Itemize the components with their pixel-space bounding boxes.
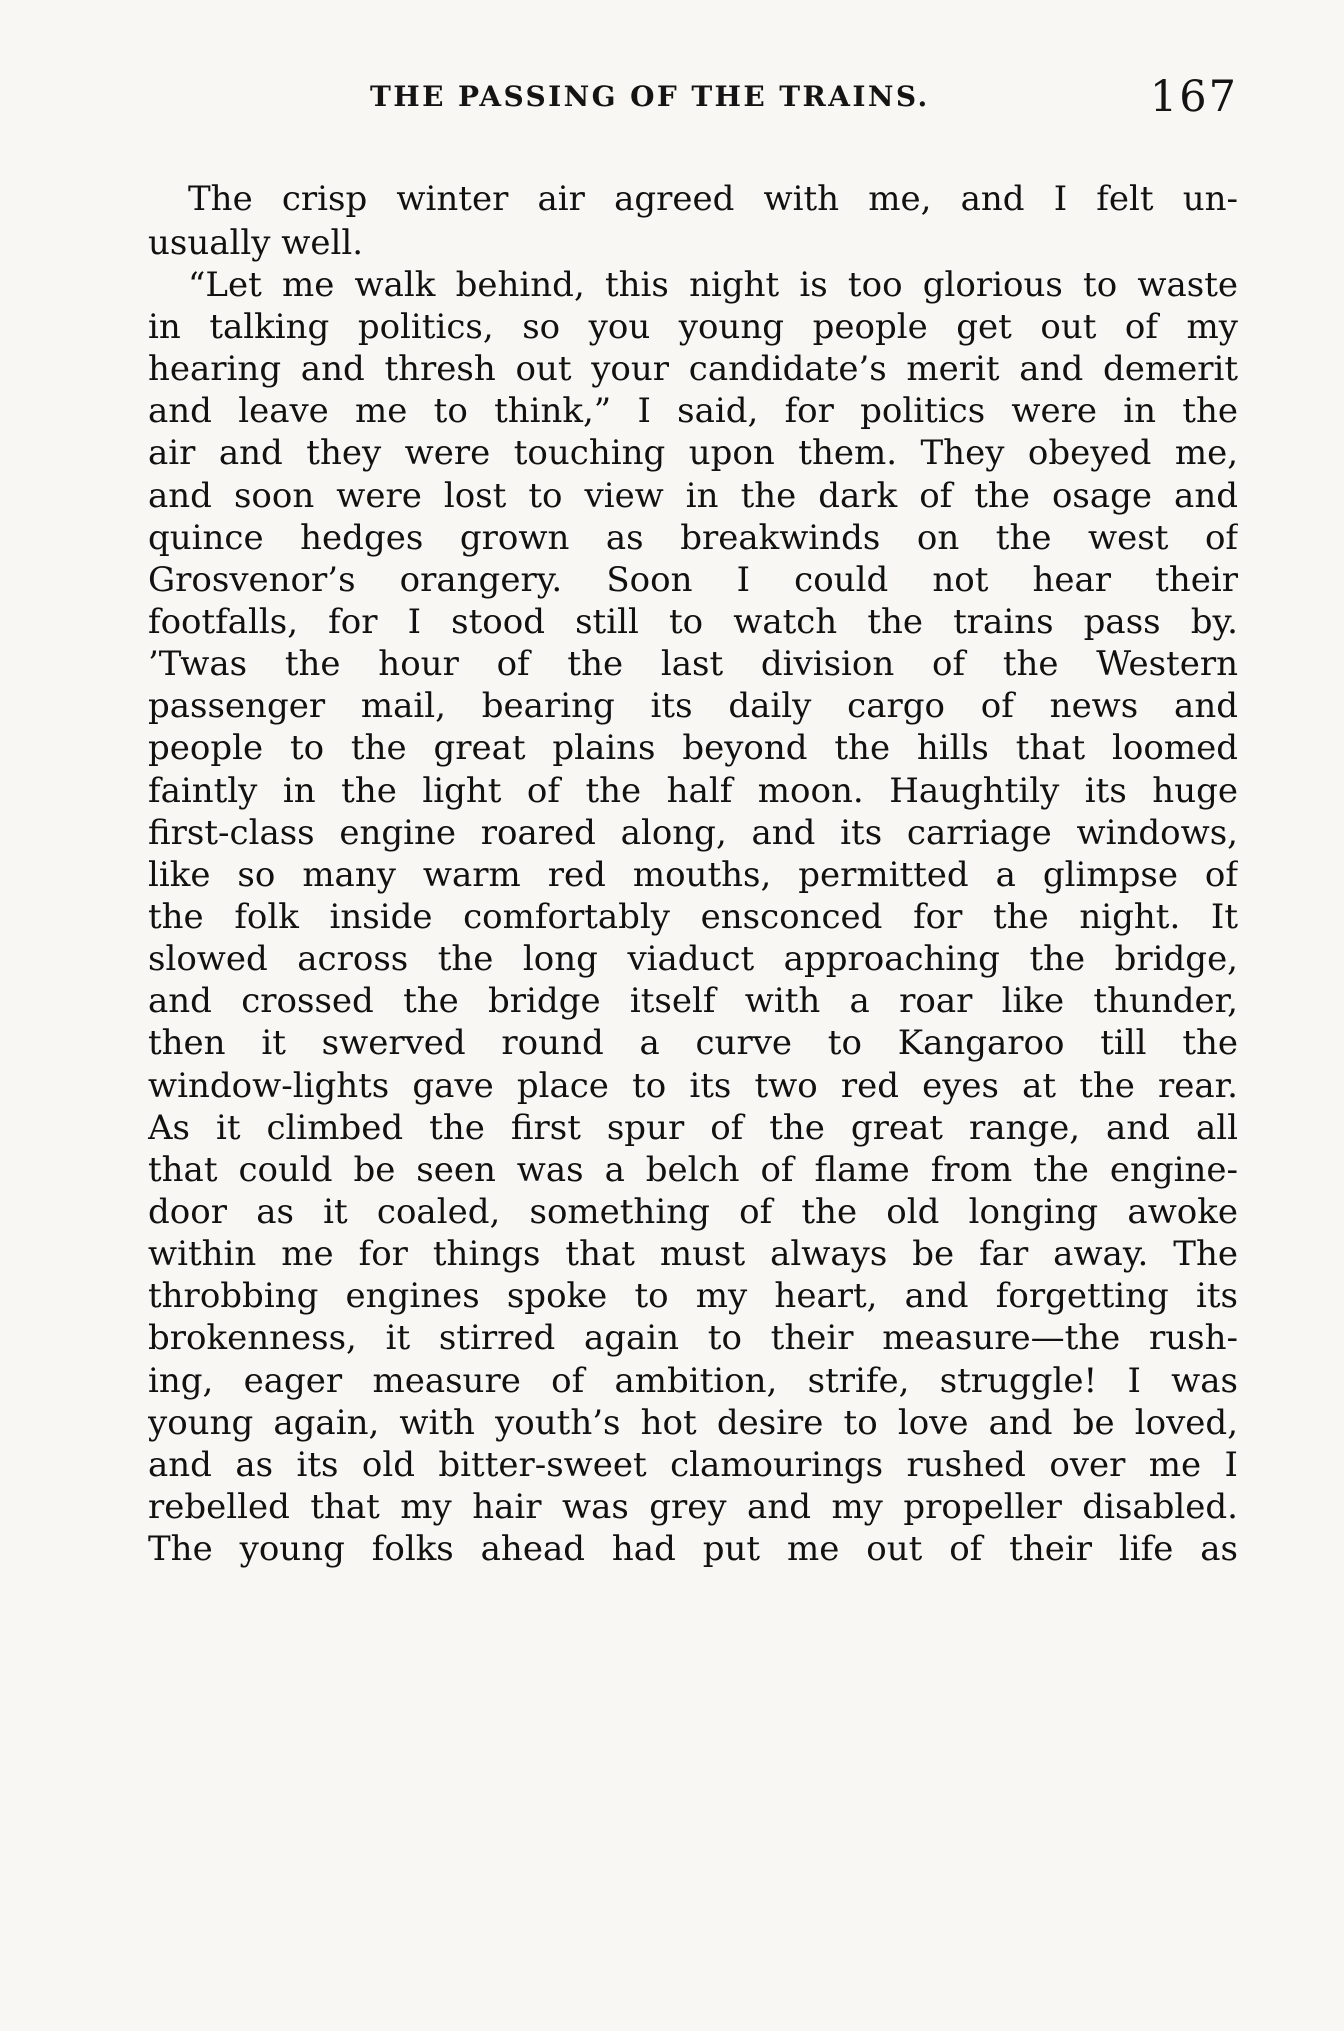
text-line: and leave me to think,” I said, for politics were in the <box>148 391 1238 431</box>
text-line: usually well. <box>148 223 364 263</box>
page-number: 167 <box>1149 72 1238 122</box>
text-line: and soon were lost to view in the dark of the osage and <box>148 476 1238 516</box>
text-line: quince hedges grown as breakwinds on the west of <box>148 518 1238 558</box>
text-line: The crisp winter air agreed with me, and I felt un- <box>188 179 1238 219</box>
text-line: people to the great plains beyond the hills that loomed <box>148 728 1238 768</box>
text-line: door as it coaled, something of the old longing awoke <box>148 1192 1238 1232</box>
text-line: window-lights gave place to its two red eyes at the rear. <box>148 1066 1238 1106</box>
text-line: and crossed the bridge itself with a roar like thunder, <box>148 981 1238 1021</box>
text-line: first-class engine roared along, and its carriage windows, <box>148 813 1238 853</box>
text-line: brokenness, it stirred again to their measure—the rush- <box>148 1318 1238 1358</box>
text-line: the folk inside comfortably ensconced for the night. It <box>148 897 1238 937</box>
text-line: air and they were touching upon them. They obeyed me, <box>148 433 1238 473</box>
text-line: then it swerved round a curve to Kangaroo till the <box>148 1023 1238 1063</box>
text-line: in talking politics, so you young people get out of my <box>148 307 1238 347</box>
text-line: Grosvenor’s orangery. Soon I could not hear their <box>148 560 1238 600</box>
text-line: ’Twas the hour of the last division of the Western <box>148 644 1238 684</box>
running-title: THE PASSING OF THE TRAINS. <box>370 80 930 113</box>
text-line: passenger mail, bearing its daily cargo of news and <box>148 686 1238 726</box>
text-line: As it climbed the first spur of the great range, and all <box>148 1108 1238 1148</box>
text-line: within me for things that must always be far away. The <box>148 1234 1238 1274</box>
text-line: slowed across the long viaduct approaching the bridge, <box>148 939 1238 979</box>
running-head <box>148 72 1238 132</box>
text-line: throbbing engines spoke to my heart, and forgetting its <box>148 1276 1238 1316</box>
text-line: footfalls, for I stood still to watch the trains pass by. <box>148 602 1238 642</box>
text-line: “Let me walk behind, this night is too glorious to waste <box>188 265 1238 305</box>
text-line: ing, eager measure of ambition, strife, struggle! I was <box>148 1361 1238 1401</box>
text-line: The young folks ahead had put me out of their life as <box>148 1529 1238 1569</box>
text-line: like so many warm red mouths, permitted a glimpse of <box>148 855 1238 895</box>
text-line: that could be seen was a belch of flame from the engine- <box>148 1150 1238 1190</box>
text-line: faintly in the light of the half moon. Haughtily its huge <box>148 771 1238 811</box>
text-line: hearing and thresh out your candidate’s merit and demerit <box>148 349 1238 389</box>
text-line: young again, with youth’s hot desire to love and be loved, <box>148 1403 1238 1443</box>
text-line: and as its old bitter-sweet clamourings rushed over me I <box>148 1445 1238 1485</box>
text-line: rebelled that my hair was grey and my propeller disabled. <box>148 1487 1238 1527</box>
